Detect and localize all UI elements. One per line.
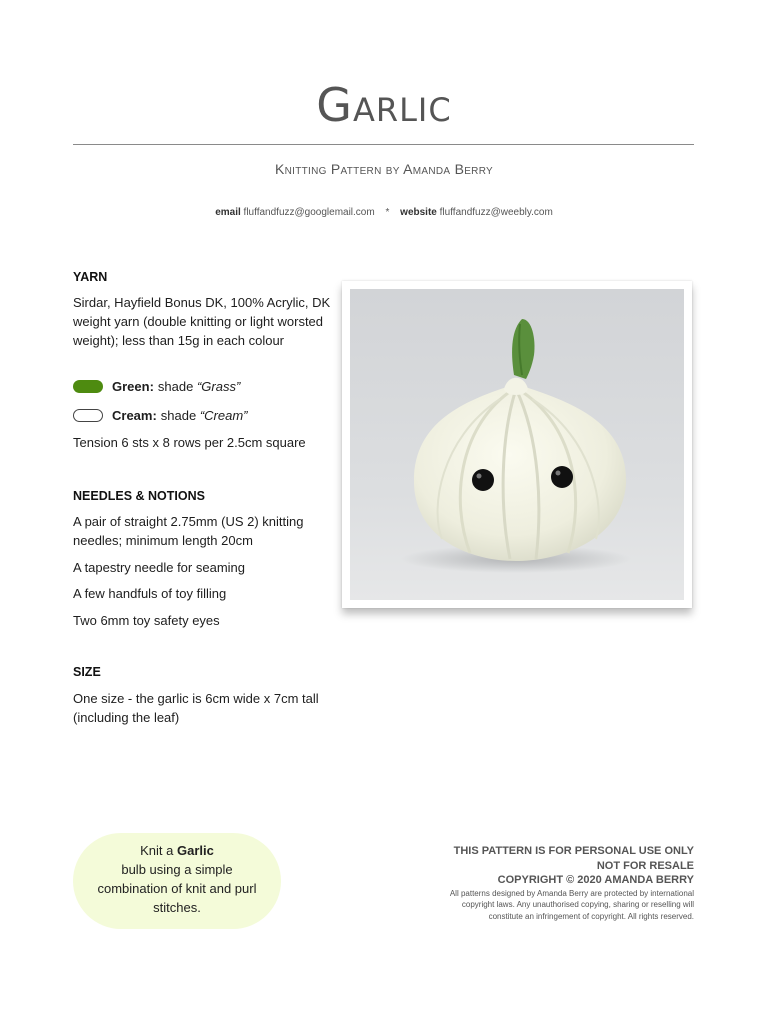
contact-separator: * <box>385 207 390 218</box>
bubble-line-4: stitches. <box>153 900 201 915</box>
legal-line-2: NOT FOR RESALE <box>596 859 694 872</box>
contact-line <box>0 207 768 218</box>
colour-green-shade: “Grass” <box>196 379 241 394</box>
copyright-notice <box>374 844 694 922</box>
legal-small-2: copyright laws. Any unauthorised copying, sharing or reselling will <box>461 900 694 909</box>
bubble-bold: Garlic <box>177 843 214 858</box>
yarn-heading: YARN <box>73 270 108 284</box>
cream-swatch <box>73 409 103 422</box>
colour-green-name: Green: <box>112 379 154 394</box>
colour-cream-shade-prefix: shade <box>160 408 197 423</box>
needles-item: A pair of straight 2.75mm (US 2) knitting needles; minimum length 20cm <box>73 514 304 548</box>
email-label: email <box>215 207 241 218</box>
colour-green-shade-prefix: shade <box>157 379 194 394</box>
colour-green-row <box>73 379 240 394</box>
website-label: website <box>400 207 437 218</box>
colour-cream-shade: “Cream” <box>199 408 248 423</box>
legal-small-3: constitute an infringement of copyright. All rights reserved. <box>488 911 694 921</box>
colour-cream-row <box>73 408 248 423</box>
green-swatch <box>73 380 103 393</box>
yarn-description: Sirdar, Hayfield Bonus DK, 100% Acrylic, DK weight yarn (double knitting or light worsted weight); less than 15g in each colour <box>73 295 331 348</box>
garlic-photo <box>350 289 684 600</box>
legal-line-1: THIS PATTERN IS FOR PERSONAL USE ONLY <box>453 845 694 857</box>
email-address[interactable]: fluffandfuzz@googlemail.com <box>243 207 375 218</box>
bubble-line-3: combination of knit and purl <box>97 881 257 896</box>
size-heading: SIZE <box>73 665 101 679</box>
needles-item: A few handfuls of toy filling <box>73 586 227 601</box>
colour-cream-name: Cream: <box>112 408 157 423</box>
photo-frame <box>342 281 692 608</box>
page-subtitle: Knitting Pattern by Amanda Berry <box>274 161 494 177</box>
needles-heading: NEEDLES & NOTIONS <box>73 489 205 503</box>
website-address[interactable]: fluffandfuzz@weebly.com <box>439 207 553 218</box>
title-divider <box>73 144 694 145</box>
bubble-prefix: Knit a <box>140 843 174 858</box>
bubble-line-2: bulb using a simple <box>121 862 233 877</box>
page-title: Garlic <box>316 78 452 132</box>
needles-item: A tapestry needle for seaming <box>73 560 245 575</box>
legal-small-1: All patterns designed by Amanda Berry are protected by international <box>449 888 694 898</box>
legal-line-3: COPYRIGHT © 2020 AMANDA BERRY <box>497 874 694 886</box>
garlic-illustration <box>350 289 684 600</box>
size-text: One size - the garlic is 6cm wide x 7cm tall (including the leaf) <box>73 691 319 725</box>
needles-item: Two 6mm toy safety eyes <box>73 613 220 628</box>
promo-bubble <box>73 833 281 929</box>
bubble-line-1 <box>73 841 281 860</box>
tension-text: Tension 6 sts x 8 rows per 2.5cm square <box>73 435 306 450</box>
